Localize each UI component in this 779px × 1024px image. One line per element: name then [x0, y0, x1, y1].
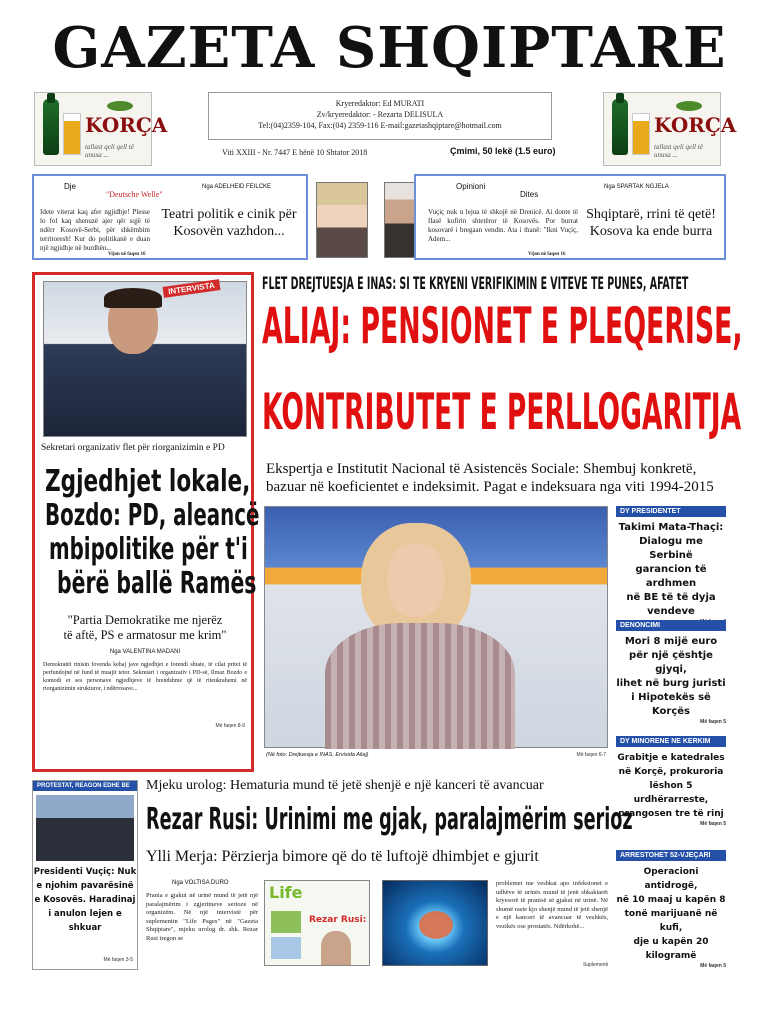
sidebar-header: DY MINORENE NE KERKIM [616, 736, 726, 747]
left-headline-3[interactable]: mbipolitike për t'i [49, 532, 248, 567]
ad-brand: KORÇA [85, 113, 168, 137]
left-story-box[interactable] [32, 272, 260, 772]
sidebar-line: Grabitje e katedrales [617, 753, 725, 763]
beer-bottle-icon [612, 99, 628, 155]
opinion-right-box[interactable] [414, 174, 726, 260]
main-headline-2[interactable]: KONTRIBUTET E PERLLOGARITJA [262, 383, 742, 441]
opinion-right-sub: Dites [520, 190, 539, 199]
opinion-left-text: Idete viterat kaq afer ngjidhje! Plesse lo fol kaq shenuzë ajer qër sqjë të ndërr Kosovë-Serbi, për shkëmbim territoresh! Kur do politikanë e duan një ngjidhje në burdhën... [40, 208, 150, 252]
bottom-body-right: problemet me veshkat apo infeksionet e udhëve të urinës mund të jenë shkaktarët kryesorë të pranisë së gjakut në urinë. Në shumë raste kjo shenjë mund të jetë shenjë e një kanceri të avancuar të veshkës, vezikës ose prostatës. Ndërkohë... [496, 880, 608, 930]
vucic-photo [36, 795, 134, 861]
bottom-left-headline-2[interactable]: e njohim pavarësinë [36, 881, 134, 891]
sidebar-line: prangosen tre të rinj [618, 809, 724, 819]
main-deck-1: Ekspertja e Institutit Nacional të Asistencës Sociale: Shembuj konkretë, [266, 461, 697, 477]
ad-tagline: tallast qeli qell të unusa ... [654, 143, 703, 159]
bozdo-photo [43, 281, 247, 437]
bottom-left-box[interactable] [32, 780, 138, 970]
opinion-left-ref: Vijon në faqen 16 [108, 252, 146, 257]
beer-glass-icon [632, 113, 650, 155]
hair-shape [104, 288, 162, 308]
bottom-left-ref: Më faqen 3-5 [103, 957, 133, 963]
left-story-caption: Sekretari organizativ flet për riorganizimin e PD [41, 443, 225, 453]
staff-deputy: Zv/kryeredaktor: - Rezarta DELISULA [316, 110, 444, 119]
bottom-left-headline-3[interactable]: e Kosovës. Haradinaj [34, 895, 136, 905]
sidebar-item-drogë[interactable] [616, 850, 726, 969]
opinion-right-header: Opinioni [456, 182, 486, 191]
ad-tagline: tallast qeli qell të unusa ... [85, 143, 134, 159]
issue-dateline: Viti XXIII - Nr. 7447 E hënë 10 Shtator 2018 [222, 148, 368, 157]
main-headline-1[interactable]: ALIAJ: PENSIONET E PLEQERISE, [262, 297, 743, 355]
opinion-right-byline: Nga SPARTAK NGJELA [604, 184, 669, 190]
hop-leaf-icon [107, 101, 133, 111]
main-ref[interactable]: Më faqen 6-7 [576, 752, 606, 758]
sidebar-line: tonë marijuanë në kufi, [624, 909, 718, 933]
bottom-byline: Nga VOLTISA DURO [172, 880, 229, 886]
opinion-right-text: Vuçiç nuk u lejua të shkojë në Drenicë. Ai donte të flasë kufirin shtetëror të Kosovës. Por burrat kosovarë i bregaan vendin. Ata i thanë: "Ikni Vuçiç, Adem... [428, 208, 578, 243]
left-quote-2: të aftë, PS e armatosur me krim" [63, 628, 227, 642]
sidebar-line: Takimi Mata-Thaçi: [618, 522, 724, 533]
sidebar-header: DY PRESIDENTET [616, 506, 726, 517]
sidebar-line: garancion të ardhmen [635, 564, 707, 589]
shirt-shape [325, 623, 515, 749]
life-thumb-1 [271, 911, 301, 933]
columnist-photo-feilcke [316, 182, 368, 258]
left-headline-1[interactable]: Zgjedhjet lokale, [45, 464, 251, 499]
main-photo-caption: (Në foto: Drejtuesja e INAS, Ervisida Aliaj) [266, 752, 369, 758]
sidebar-line: lëshon 5 urdhërarreste, [633, 781, 709, 805]
sidebar-item-presidents[interactable] [616, 506, 726, 625]
opinion-left-source: "Deutsche Welle" [106, 190, 163, 199]
sidebar-line: dje u kapën 20 kilogramë [633, 937, 709, 961]
sidebar-item-denoncimi[interactable] [616, 620, 726, 725]
sidebar-header: DENONCIMI [616, 620, 726, 631]
sidebar-line: Operacioni antidrogë, [643, 867, 699, 891]
sidebar-header: ARRESTOHET 52-VJEÇARI [616, 850, 726, 861]
kidney-illustration [382, 880, 488, 966]
opinion-left-byline: Nga ADELHEID FEILCKE [202, 184, 272, 190]
bottom-headline[interactable]: Rezar Rusi: Urinimi me gjak, paralajmërim serioz [146, 802, 633, 837]
opinion-right-ref: Vijon në faqen 16 [528, 252, 566, 257]
aliaj-photo [264, 506, 608, 748]
staff-box [208, 92, 552, 140]
bottom-deck: Ylli Merja: Përzierja bimore që do të luftojë dhimbjet e gjurit [146, 848, 539, 865]
sidebar-ref: Më faqen 5 [700, 821, 726, 827]
sidebar-line: lihet në burg juristi [616, 678, 726, 689]
bottom-ref[interactable]: Suplementi [582, 962, 608, 968]
life-logo: Life [269, 883, 303, 902]
sidebar-line: në Korçë, prokuroria [618, 767, 724, 777]
rusi-portrait [321, 931, 351, 965]
staff-editor: Kryeredaktor: Ed MURATI [335, 99, 425, 108]
kidney-highlight [419, 911, 453, 939]
opinion-left-title[interactable]: Teatri politik e cinik për Kosovën vazhdon... [161, 207, 297, 239]
sidebar-ref: Më faqen 5 [700, 719, 726, 725]
face-shape [387, 543, 445, 617]
left-byline: Nga VALENTINA MADANI [109, 649, 181, 655]
life-pages-cover[interactable] [264, 880, 370, 966]
bottom-body-left: Prania e gjakut në urinë mund të jetë një paralajmërim i zgjerimeve serioze në organizëm. Në një intervistë për suplementin "Life Pages" në "Gazeta Shqiptare", mjeku urolog dr. shk. Rezar Rusi tregon se [146, 892, 258, 942]
staff-contact: Tel:(04)2359-104, Fax:(04) 2359-116 E-mail:gazetashqiptare@hotmail.com [258, 121, 502, 130]
life-name: Rezar Rusi: [309, 915, 367, 925]
bottom-kicker: Mjeku urolog: Hematuria mund të jetë shenjë e një kanceri të avancuar [146, 778, 544, 793]
sidebar-line: për një çështje gjyqi, [629, 650, 713, 675]
main-deck-2: bazuar në koeficientet e indeksimit. Pagat e indeksuara nga viti 1994-2015 [266, 479, 714, 495]
left-quote-1: "Partia Demokratike me njerëz [67, 613, 223, 627]
left-body: Demokratët rinisin fovenda kehaj jave ngjedhjet e forendi shtate, të cilat pritet të perfundojnë në fund të muajit tetor. Sekretari i organizativ i PD-së, Ilmaz Bozdo e komodi et ses personave ngjedhjeve të brendshme që të riteukrahemi në riorganizimin strukturor, i ndërrosave... [43, 662, 247, 692]
sidebar-line: në 10 maaj u kapën 8 [616, 895, 726, 905]
life-thumb-2 [271, 937, 301, 959]
sidebar-ref: Më faqen 5 [700, 963, 726, 969]
sidebar-line: i Hipotekës së Korçës [631, 692, 711, 717]
issue-price: Çmimi, 50 lekë (1.5 euro) [450, 146, 556, 156]
sidebar-line: Mori 8 mijë euro [624, 636, 718, 647]
korca-ad-left[interactable] [34, 92, 168, 166]
main-kicker: FLET DREJTUESJA E INAS: SI TE KRYENI VERIFIKIMIN E VITEVE TE PUNES, AFATET [262, 274, 689, 294]
beer-glass-icon [63, 113, 81, 155]
bottom-left-headline-1[interactable]: Presidenti Vuçiç: Nuk [33, 867, 137, 877]
opinion-right-title[interactable]: Shqiptarë, rrini të qetë! Kosova ka ende burra [586, 207, 716, 239]
left-ref[interactable]: Më faqen 8-9 [215, 723, 245, 729]
masthead-title: GAZETA SHQIPTARE [52, 15, 727, 81]
left-headline-4[interactable]: bërë ballë Ramës [57, 566, 257, 601]
beer-bottle-icon [43, 99, 59, 155]
opinion-left-box[interactable] [32, 174, 308, 260]
sidebar-line: në BE të të dyja vendeve [626, 592, 716, 617]
interview-badge: INTERVISTA [163, 279, 221, 298]
sidebar-line: Dialogu me Serbinë [639, 536, 703, 561]
hop-leaf-icon [676, 101, 702, 111]
bottom-left-headline-4[interactable]: i anulon lejen e shkuar [48, 909, 122, 933]
ad-brand: KORÇA [654, 113, 737, 137]
bottom-left-header: PROTESTAT, REAGON EDHE BE [33, 781, 137, 791]
left-headline-2[interactable]: Bozdo: PD, aleancë [45, 498, 260, 533]
opinion-left-header: Dje [64, 182, 77, 191]
korca-ad-right[interactable] [603, 92, 737, 166]
